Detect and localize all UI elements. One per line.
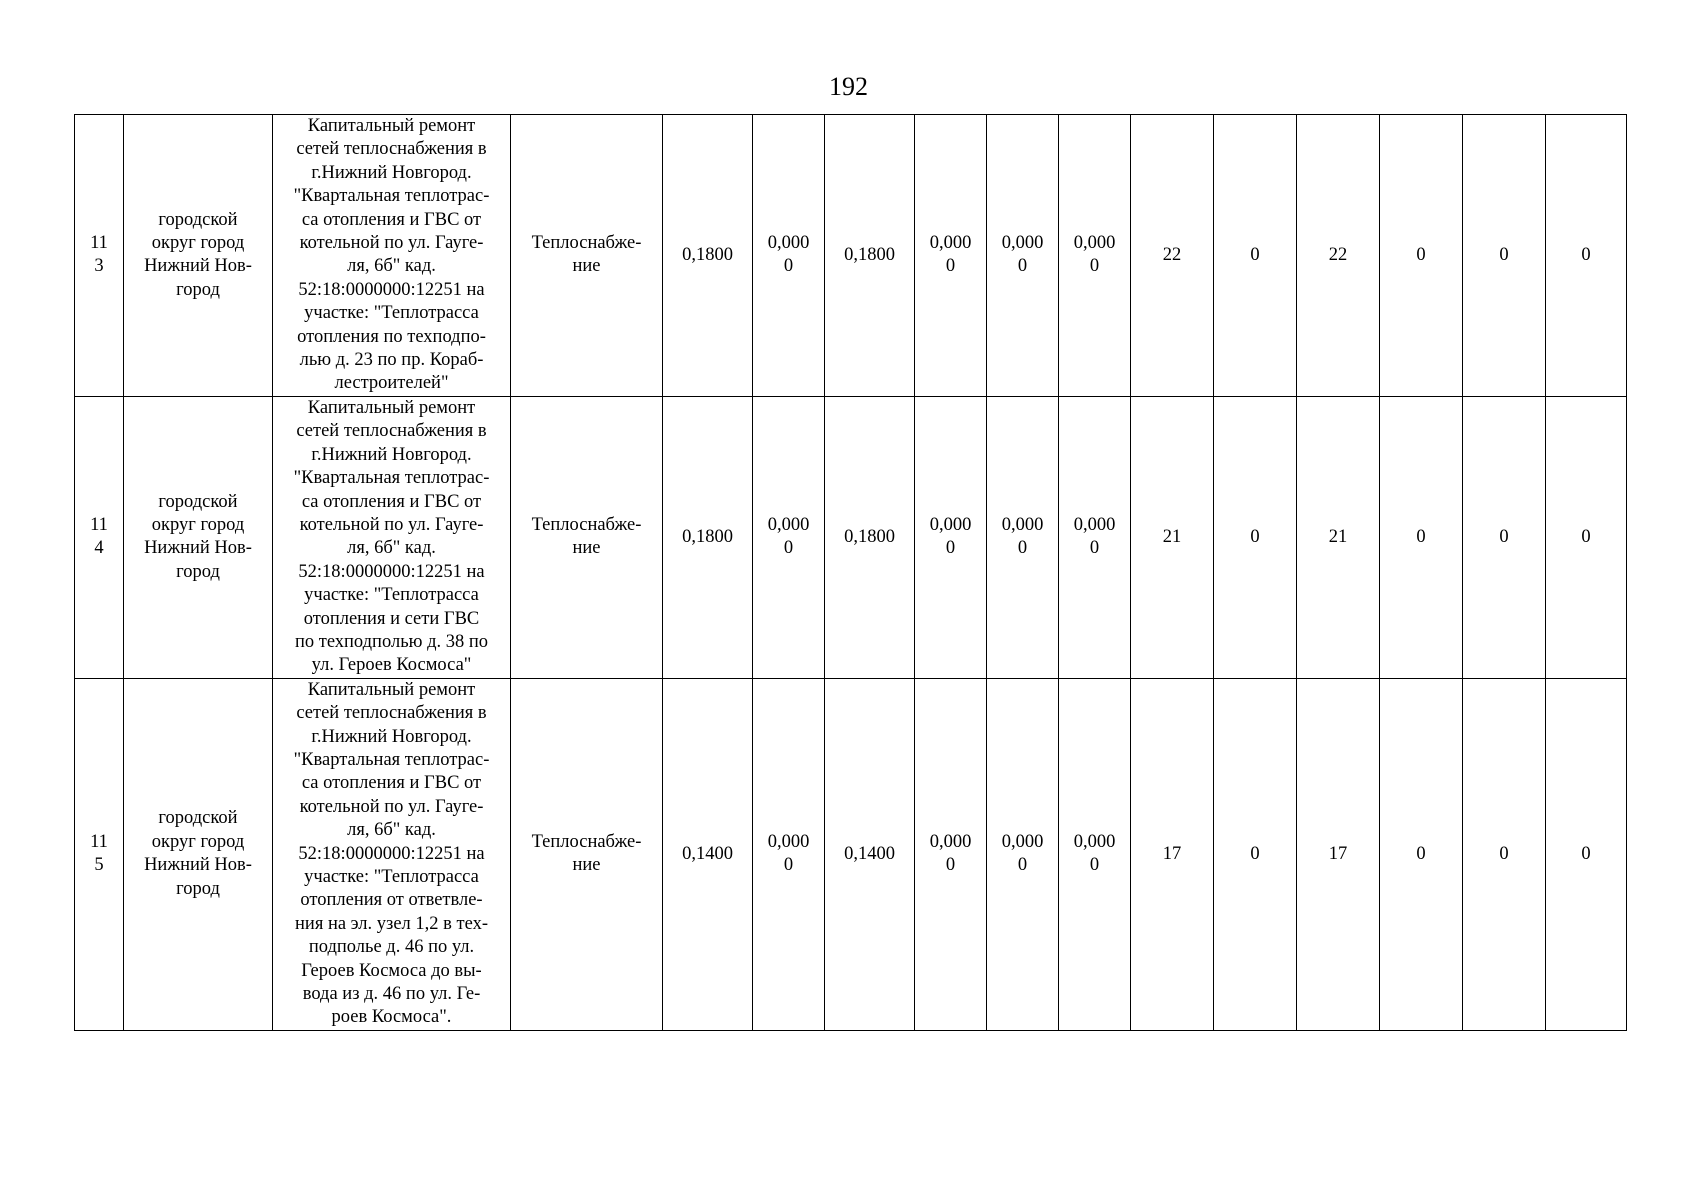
value-cell: 0,000 0 <box>915 678 987 1030</box>
value-cell: 0,000 0 <box>1059 115 1131 397</box>
value-cell: 17 <box>1131 678 1214 1030</box>
value-cell: 0 <box>1546 678 1627 1030</box>
value-cell: 0 <box>1463 396 1546 678</box>
value-cell: 0,1400 <box>825 678 915 1030</box>
value-cell: 0,000 0 <box>1059 678 1131 1030</box>
value-cell: 22 <box>1131 115 1214 397</box>
value-cell: 0,000 0 <box>753 115 825 397</box>
table-row <box>75 115 1627 397</box>
value-cell: 22 <box>1297 115 1380 397</box>
value-cell: 0 <box>1380 678 1463 1030</box>
value-cell: 0,1800 <box>663 396 753 678</box>
value-cell: 0,1800 <box>825 396 915 678</box>
value-cell: 0 <box>1380 396 1463 678</box>
value-cell: 0,1800 <box>663 115 753 397</box>
value-cell: 17 <box>1297 678 1380 1030</box>
table-row <box>75 396 1627 678</box>
municipality-cell: городской округ город Нижний Нов- город <box>124 396 273 678</box>
page-number: 192 <box>829 72 868 101</box>
value-cell: 21 <box>1131 396 1214 678</box>
value-cell: 21 <box>1297 396 1380 678</box>
value-cell: 0,000 0 <box>753 396 825 678</box>
value-cell: 0,1800 <box>825 115 915 397</box>
value-cell: 0,000 0 <box>1059 396 1131 678</box>
value-cell: 0,1400 <box>663 678 753 1030</box>
value-cell: 0,000 0 <box>987 678 1059 1030</box>
value-cell: 0 <box>1214 678 1297 1030</box>
project-table <box>74 114 1627 1031</box>
row-number: 11 3 <box>75 115 124 397</box>
value-cell: 0,000 0 <box>987 115 1059 397</box>
value-cell: 0 <box>1463 115 1546 397</box>
value-cell: 0,000 0 <box>753 678 825 1030</box>
municipality-cell: городской округ город Нижний Нов- город <box>124 678 273 1030</box>
value-cell: 0,000 0 <box>987 396 1059 678</box>
sector-cell: Теплоснабже- ние <box>511 678 663 1030</box>
description-cell: Капитальный ремонт сетей теплоснабжения в г.Нижний Новгород. "Квартальная теплотрас- са отопления и ГВС от котельной по ул. Гауге- ля, 6б" кад. 52:18:0000000:12251 на участке: "Теплотрасса отопления от ответвле- ния на эл. узел 1,2 в тех- подполье д. 46 по ул. Героев Космоса до вы- вода из д. 46 по ул. Ге- роев Космоса". <box>273 678 511 1030</box>
description-cell: Капитальный ремонт сетей теплоснабжения в г.Нижний Новгород. "Квартальная теплотрас- са отопления и ГВС от котельной по ул. Гауге- ля, 6б" кад. 52:18:0000000:12251 на участке: "Теплотрасса отопления и сети ГВС по техподполью д. 38 по ул. Героев Космоса" <box>273 396 511 678</box>
row-number: 11 5 <box>75 678 124 1030</box>
sector-cell: Теплоснабже- ние <box>511 115 663 397</box>
description-cell: Капитальный ремонт сетей теплоснабжения в г.Нижний Новгород. "Квартальная теплотрас- са отопления и ГВС от котельной по ул. Гауге- ля, 6б" кад. 52:18:0000000:12251 на участке: "Теплотрасса отопления по техподпо- лью д. 23 по пр. Кораб- лестроителей" <box>273 115 511 397</box>
sector-cell: Теплоснабже- ние <box>511 396 663 678</box>
value-cell: 0 <box>1463 678 1546 1030</box>
value-cell: 0,000 0 <box>915 115 987 397</box>
value-cell: 0 <box>1546 115 1627 397</box>
value-cell: 0 <box>1380 115 1463 397</box>
table-row <box>75 678 1627 1030</box>
value-cell: 0 <box>1214 396 1297 678</box>
value-cell: 0,000 0 <box>915 396 987 678</box>
value-cell: 0 <box>1214 115 1297 397</box>
value-cell: 0 <box>1546 396 1627 678</box>
municipality-cell: городской округ город Нижний Нов- город <box>124 115 273 397</box>
row-number: 11 4 <box>75 396 124 678</box>
